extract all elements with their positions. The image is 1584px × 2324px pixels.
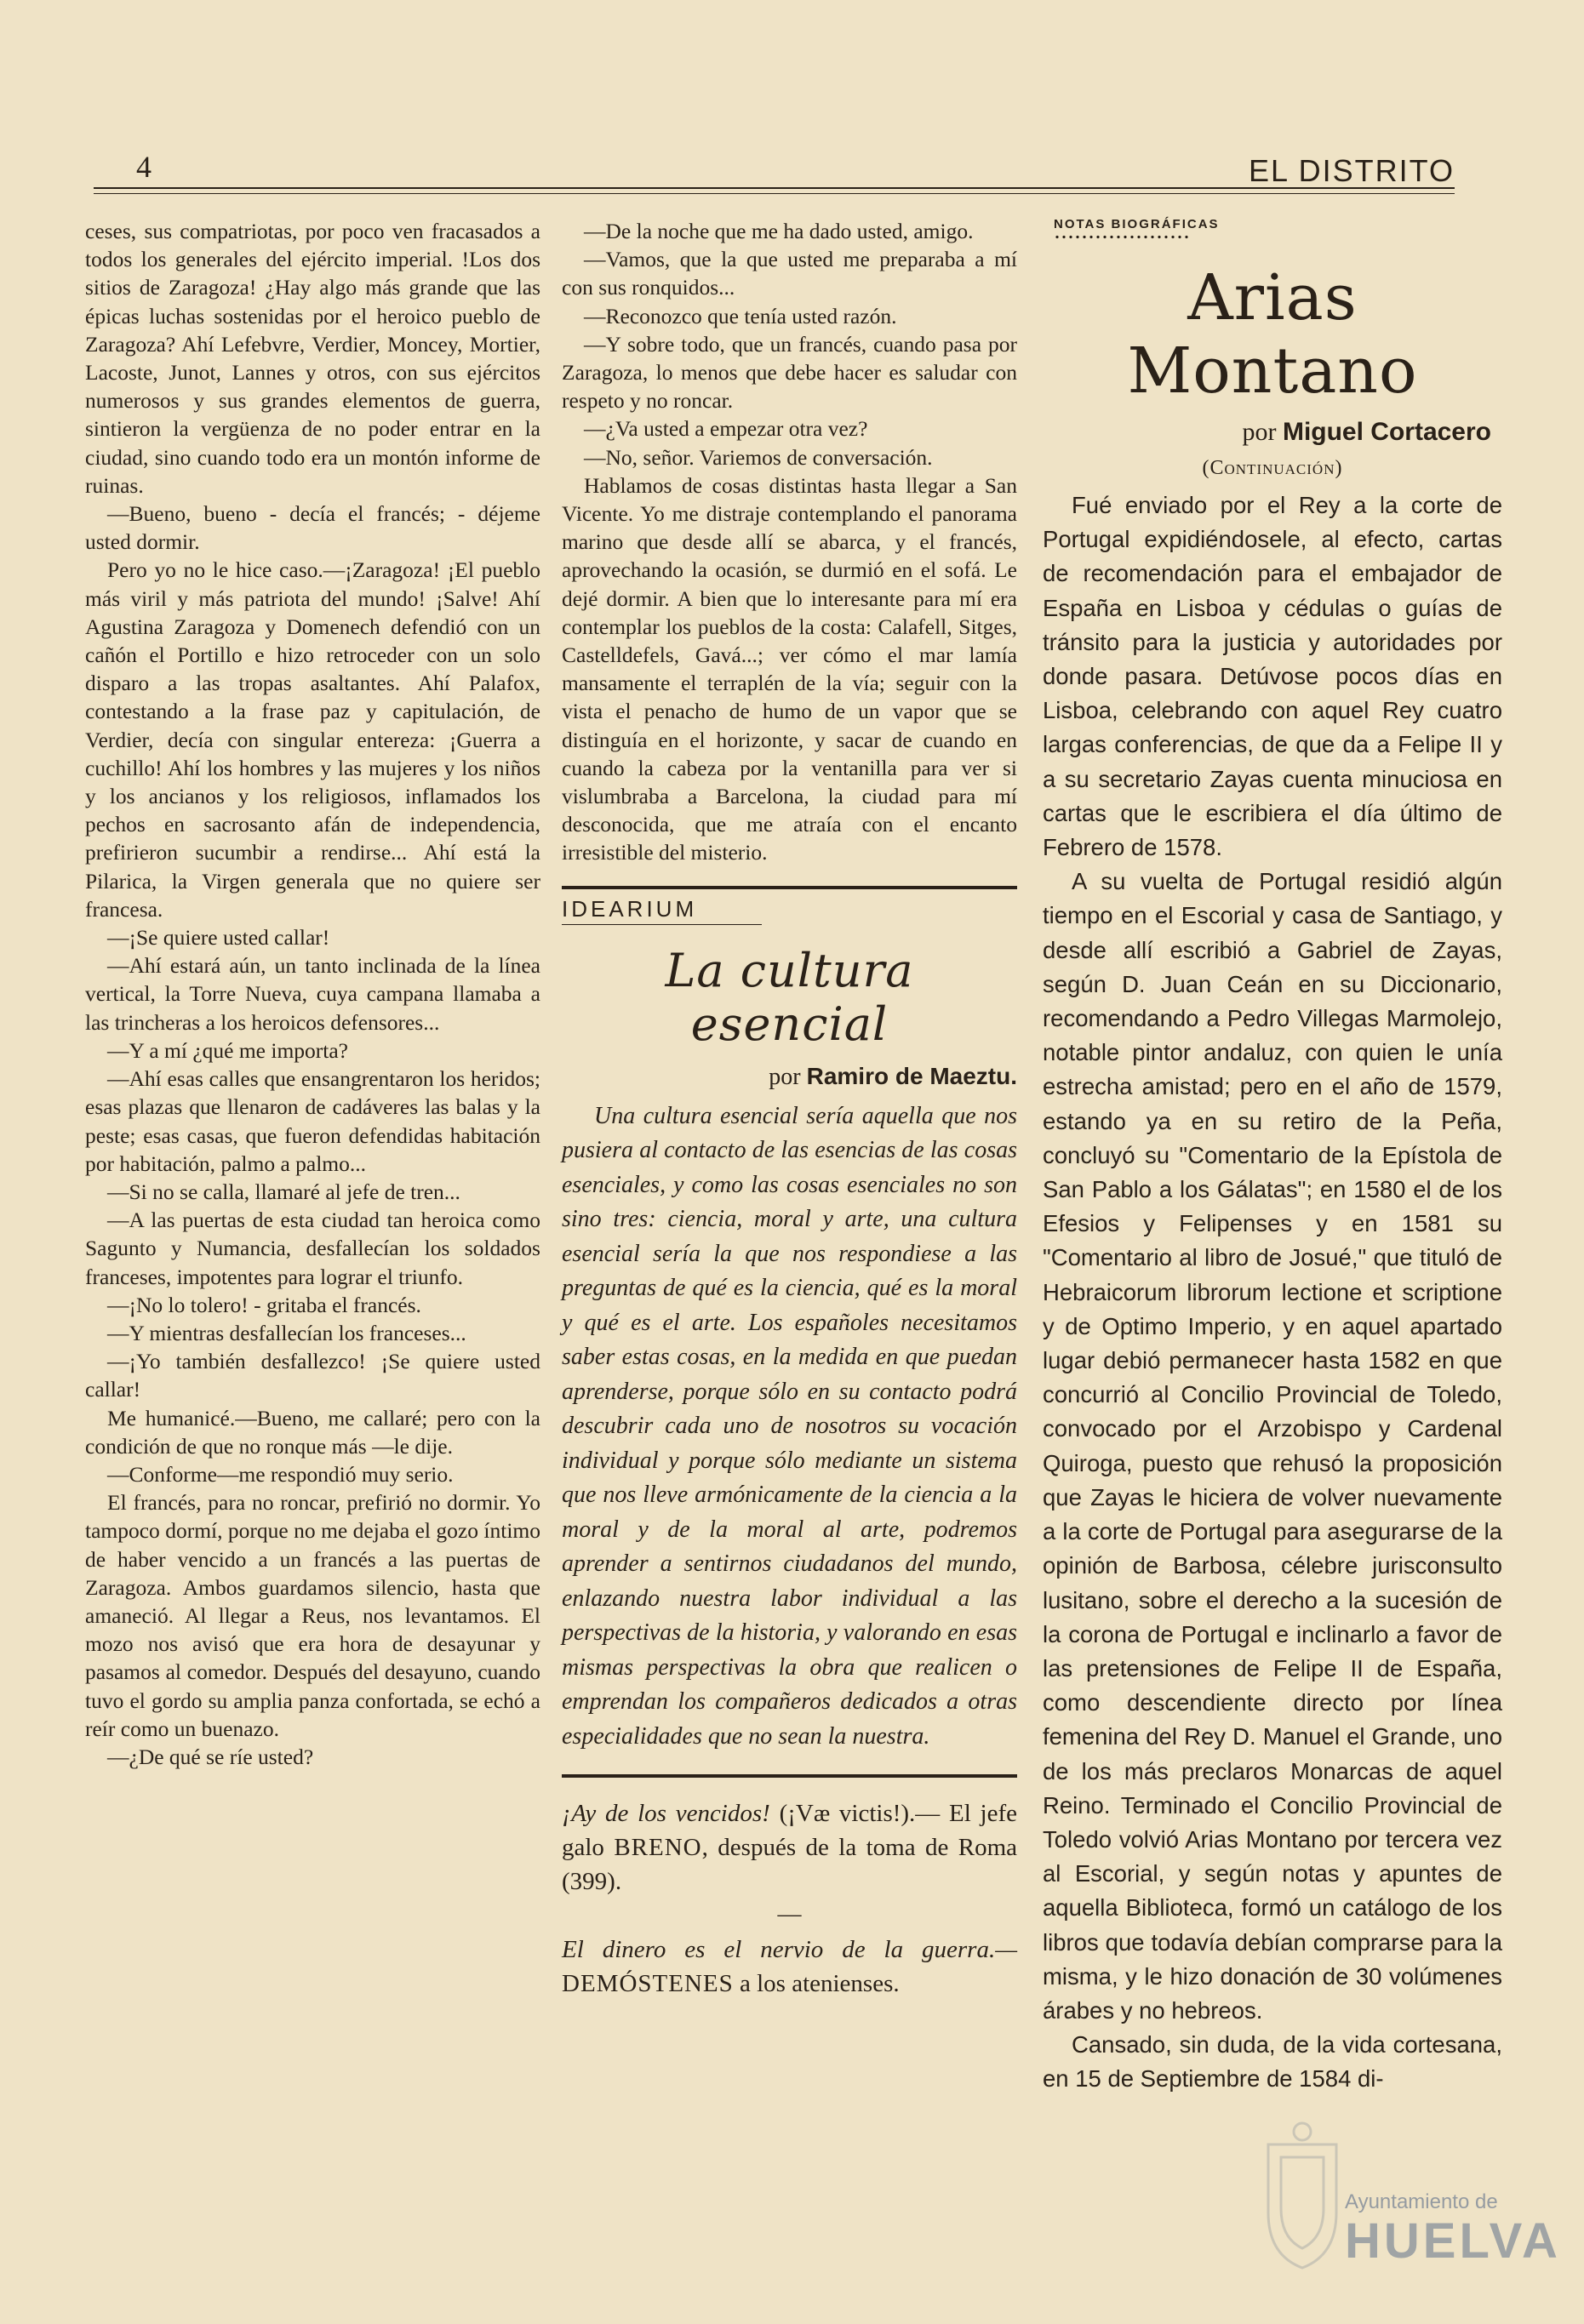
watermark-line-1: Ayuntamiento de	[1345, 2190, 1498, 2213]
paragraph: —¿De qué se ríe usted?	[107, 1744, 314, 1769]
header-rule-thin	[94, 193, 1455, 194]
article-byline	[1043, 418, 1491, 447]
paragraph: —Y mientras desfallecían los franceses...	[107, 1320, 466, 1345]
byline-prefix: por	[1242, 418, 1277, 446]
quote-2-italic: El dinero es el nervio de la guerra.—	[562, 1936, 1017, 1964]
paragraph: —Reconozco que tenía usted razón.	[584, 303, 897, 328]
quotes-block	[562, 1796, 1017, 2001]
paragraph: Fué enviado por el Rey a la corte de Portugal expidiéndosele, al efecto, cartas de recomendación para el embajador de España en Lisboa y cédulas o guías de tránsito para la justicia y autoridades por donde pasara. Detúvose pocos días en Lisboa, celebrando con aquel Rey cuatro largas conferencias, de que da a Felipe II y a su secretario Zayas cuenta minuciosa en cartas que le escribiera el día último de Febrero de 1578.	[1043, 492, 1502, 861]
quote-1-tail: , después de la toma de Roma (399).	[562, 1834, 1018, 1896]
watermark-line-2: HUELVA	[1345, 2213, 1561, 2269]
paragraph: A su vuelta de Portugal residió algún tiempo en el Escorial y casa de Santiago, y desde allí escribió a Gabriel de Zayas, según D. Juan Ceán en su Diccionario, recomendando a Pedro Villegas Marmolejo, notable pintor andaluz, con quien le unía estrecha amistad; pero en el año de 1579, estando ya en su retiro de la Peña, concluyó su "Comentario de la Epístola de San Pablo a los Gálatas"; en 1580 el de los Efesios y Felipenses y en 1581 su "Comentario al libro de Josué," que tituló de Hebraicorum librorum lectione et scriptione y de Optimo Imperio, y en aquel apartado lugar debió permanecer hasta 1582 en que concurrió al Concilio Provincial de Toledo, convocado por el Arzobispo y Cardenal Quiroga, puesto que rehusó la proposición que Zayas le hiciera de volver nuevamente a la corte de Portugal para asegurarse de la opinión de Barbosa, célebre jurisconsulto lusitano, sobre el derecho a la sucesión de la corona de Portugal e inclinarlo a favor de las pretensiones de Felipe II de España, como descendiente directo por línea femenina del Rey D. Manuel el Grande, uno de los más preclaros Monarcas de aquel Reino. Terminado el Concilio Provincial de Toledo volvió Arias Montano por tercera vez al Escorial, y según notas y apuntes de aquella Biblioteca, formó un catálogo de los libros que todavía debían comprarse para la misma, y le hizo donación de 30 volúmenes árabes y no hebreos.	[1043, 868, 1502, 2024]
paragraph: —A las puertas de esta ciudad tan heroica como Sagunto y Numancia, desfallecían los soldados franceses, impotentes para lograr el triunfo.	[85, 1208, 540, 1289]
article-body	[562, 1099, 1017, 1755]
continuation-note: (Continuación)	[1202, 457, 1343, 479]
section-label-underline	[562, 924, 762, 925]
paragraph: —Conforme—me respondió muy serio.	[107, 1461, 454, 1487]
paragraph: —Ahí estará aún, un tanto inclinada de la línea vertical, la Torre Nueva, cuya campana llamaba a las trincheras a los heroicos defensores...	[85, 953, 540, 1035]
page-number: 4	[136, 150, 152, 184]
column-2	[562, 217, 1017, 2001]
article-title: La cultura esencial	[665, 943, 914, 1051]
paragraph: —Bueno, bueno - decía el francés; - déjeme usted dormir.	[85, 501, 540, 555]
notes-label: NOTAS BIOGRÁFICAS	[1054, 217, 1220, 231]
author-name: Ramiro de Maeztu.	[806, 1062, 1017, 1089]
paragraph: Me humanicé.—Bueno, me callaré; pero con la condición de que no ronque más —le dije.	[85, 1405, 540, 1459]
quote-1-text: (¡Væ victis!).— El jefe galo	[562, 1800, 1017, 1862]
quote-2-tail: a los atenienses.	[739, 1970, 900, 1998]
dotted-rule	[1054, 235, 1190, 239]
author-name: Miguel Cortacero	[1282, 418, 1491, 446]
paragraph: —¿Va usted a empezar otra vez?	[584, 416, 868, 442]
quote-2-name: DEMÓSTENES	[562, 1970, 734, 1998]
paragraph: —¡Yo también desfallezco! ¡Se quiere usted callar!	[85, 1349, 540, 1402]
paragraph: —Y a mí ¿qué me importa?	[107, 1037, 349, 1063]
paragraph: —¡Se quiere usted callar!	[107, 925, 330, 951]
story-continuation	[562, 217, 1017, 867]
byline-prefix: por	[769, 1063, 801, 1090]
paragraph: Pero yo no le hice caso.—¡Zaragoza! ¡El pueblo más viril y más patriota del mundo! ¡Salve! Ahí Agustina Zaragoza y Domenech defendió con un cañón el Portillo e hizo retroceder con un solo disparo a las tropas asaltantes. Ahí Palafox, contestando a la frase paz y capitulación, de Verdier, decía con singular entereza: ¡Guerra a cuchillo! Ahí los hombres y las mujeres y los niños y los ancianos y los religiosos, inflamados los pechos en sacrosanto afán de independencia, prefirieron sucumbir a rendirse... Ahí está la Pilarica, la Virgen generala que no quiere ser francesa.	[85, 557, 540, 922]
paragraph: —No, señor. Variemos de conversación.	[584, 444, 933, 470]
paragraph: —Ahí esas calles que ensangrentaron los heridos; esas plazas que llenaron de cadáveres las balas y la peste; esas casas, que fueron defendidas habitación por habitación, palmo a palmo...	[85, 1066, 540, 1176]
section-rule-bottom	[562, 1774, 1017, 1778]
paragraph: —De la noche que me ha dado usted, amigo.	[584, 219, 974, 243]
article-body	[1043, 488, 1502, 2097]
paragraph: —Si no se calla, llamaré al jefe de tren...	[107, 1179, 460, 1204]
paragraph: —Y sobre todo, que un francés, cuando pasa por Zaragoza, lo menos que debe hacer es saludar con respeto y no roncar.	[562, 331, 1017, 414]
column-1	[85, 217, 540, 1771]
quote-separator: —	[777, 1901, 802, 1928]
paragraph: —Vamos, que la que usted me preparaba a mí con sus ronquidos...	[562, 247, 1017, 300]
quote-1-italic: ¡Ay de los vencidos!	[562, 1800, 770, 1828]
quote-1	[562, 1796, 1017, 1899]
column-3	[1043, 217, 1502, 2097]
paragraph: Cansado, sin duda, de la vida cortesana, en 15 de Septiembre de 1584 di-	[1043, 2031, 1502, 2093]
header-rule	[94, 187, 1455, 189]
article-byline	[562, 1063, 1017, 1091]
article-title: Arias Montano	[1127, 261, 1418, 408]
quote-2	[562, 1933, 1017, 2001]
section-label: IDEARIUM	[562, 895, 698, 922]
paragraph: Una cultura esencial sería aquella que nos pusiera al contacto de las esencias de las cosas esenciales, y como las cosas esenciales no son sino tres: ciencia, moral y arte, una cultura esencial sería la que nos respondiese a las preguntas de qué es la ciencia, qué es la moral y qué es el arte. Los españoles necesitamos saber estas cosas, en la medida en que puedan aprenderse, porque sólo en su contacto podrá descubrir cada uno de nosotros su vocación individual y porque sólo mediante un sistema que nos lleve armónicamente de la ciencia a la moral y de la moral al arte, podremos aprender a sentirnos ciudadanos del mundo, enlazando nuestra labor individual a las perspectivas de la historia, y valorando en esas mismas perspectivas la obra que realicen o emprendan los compañeros dedicados a otras especialidades que no sean la nuestra.	[562, 1102, 1017, 1750]
paragraph: Hablamos de cosas distintas hasta llegar a San Vicente. Yo me distraje contemplando el panorama marino que desde allí se abarca, y el francés, aprovechando la ocasión, se durmió en el sofá. Le dejé dormir. A bien que lo interesante para mí era contemplar los pueblos de la costa: Calafell, Sitges, Castelldefels, Gavá...; ver cómo el mar lamía mansamente el terraplén de la vía; seguir con la vista el penacho de humo de un vapor que se distinguía en el horizonte, y sacar de cuando en cuando la cabeza por la ventanilla para ver si vislumbraba a Barcelona, la ciudad para mí desconocida, que me atraía con el encanto irresistible del misterio.	[562, 472, 1017, 865]
quote-1-name: BRENO	[614, 1834, 702, 1862]
masthead: EL DISTRITO	[1248, 153, 1455, 188]
paragraph: ceses, sus compatriotas, por poco ven fracasados a todos los generales del ejército imperial. !Los dos sitios de Zaragoza! ¿Hay algo más grande que las épicas luchas sostenidas por el heroico pueblo de Zaragoza? Ahí Lefebvre, Verdier, Moncey, Mortier, Lacoste, Junot, Lannes y otros, con sus ejércitos numerosos y sus grandes elementos de guerra, sintieron la vergüenza de no poder entrar en la ciudad, sino cuando todo era un montón informe de ruinas.	[85, 219, 540, 498]
section-rule	[562, 886, 1017, 889]
paragraph: —¡No lo tolero! - gritaba el francés.	[107, 1292, 421, 1317]
paragraph: El francés, para no roncar, prefirió no dormir. Yo tampoco dormí, porque no me dejaba el gozo íntimo de haber vencido a un francés a las puertas de Zaragoza. Ambos guardamos silencio, hasta que amaneció. Al llegar a Reus, nos levantamos. El mozo nos avisó que era hora de desayunar y pasamos al comedor. Después del desayuno, cuando tuvo el gordo su amplia panza confortada, se echó a reír como un buenazo.	[85, 1490, 540, 1741]
